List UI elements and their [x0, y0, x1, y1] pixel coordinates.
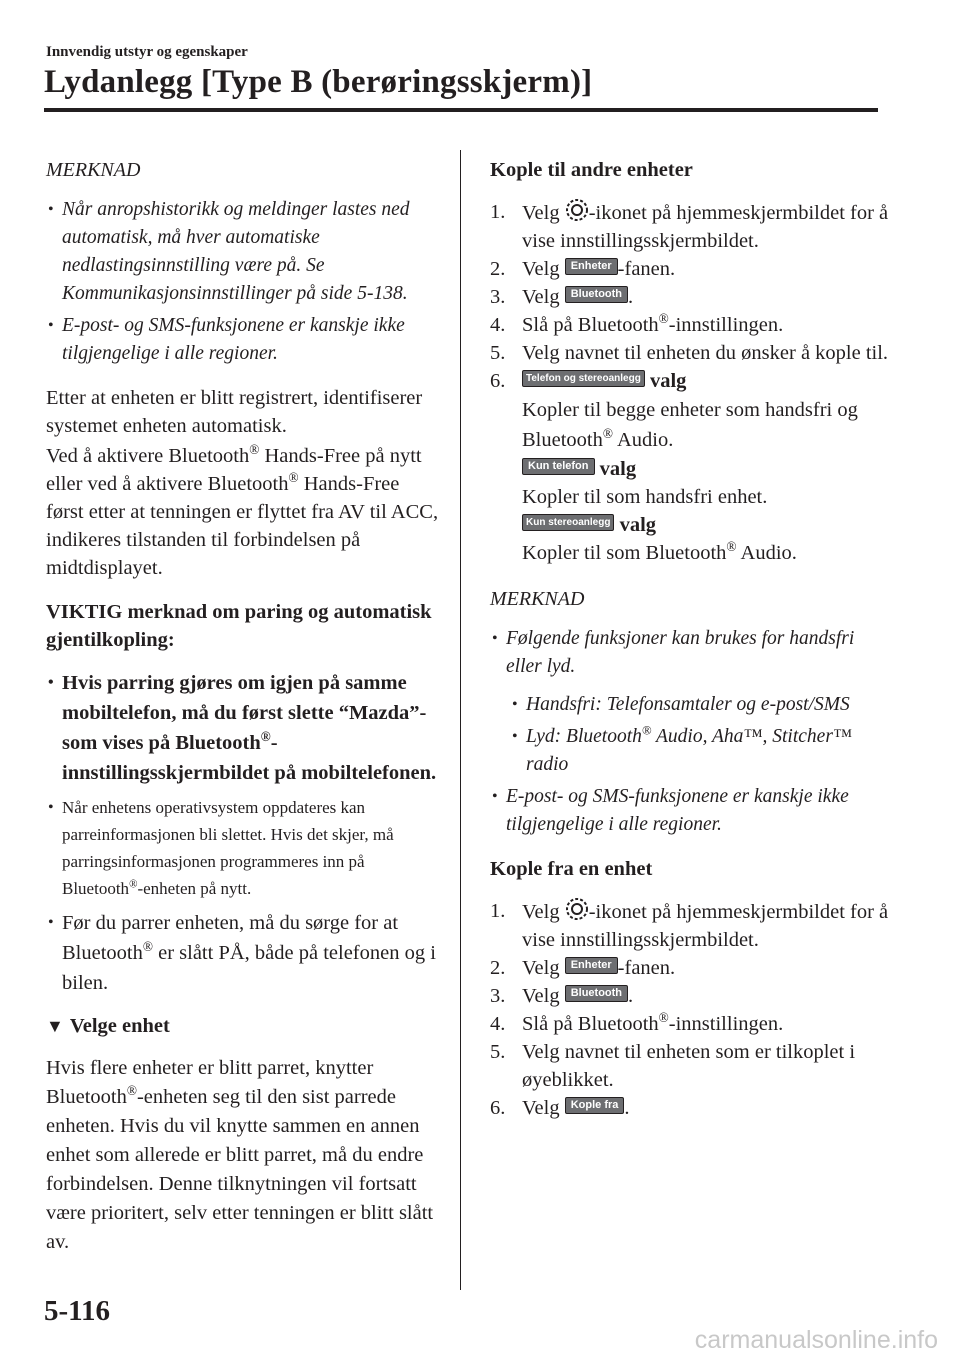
note-bullet	[46, 312, 441, 368]
step	[490, 1010, 890, 1038]
bullet-icon: •	[48, 317, 54, 334]
step	[490, 982, 890, 1010]
option-desc: Kopler til som handsfri enhet.	[522, 486, 768, 508]
note-text: Handsfri: Telefonsamtaler og e-post/SMS	[526, 694, 850, 715]
step	[490, 283, 890, 311]
connect-heading: Kople til andre enheter	[490, 159, 693, 181]
registered-mark: ®	[726, 539, 737, 555]
valg-label: valg	[649, 370, 687, 392]
registered-mark: ®	[658, 311, 669, 327]
step	[490, 367, 890, 567]
registered-mark: ®	[142, 939, 153, 955]
bullet-icon: •	[48, 674, 54, 691]
step-number: 6.	[490, 370, 506, 392]
devices-tab-key: Enheter	[565, 258, 618, 275]
registered-mark: ®	[641, 723, 652, 738]
registered-mark: ®	[288, 470, 299, 486]
step	[490, 1038, 890, 1094]
text-run: Kopler til som Bluetooth	[522, 542, 727, 564]
step-number: 6.	[490, 1097, 506, 1119]
bullet-icon: •	[48, 799, 54, 816]
disconnect-key: Kople fra	[565, 1097, 625, 1114]
disconnect-heading: Kople fra en enhet	[490, 858, 653, 880]
text-run: .	[628, 286, 634, 308]
bullet-icon: •	[48, 201, 54, 218]
option-desc	[522, 395, 890, 455]
text-run: -fanen.	[617, 957, 676, 979]
text-run: -fanen.	[617, 258, 676, 280]
registered-mark: ®	[658, 1010, 669, 1026]
step	[490, 897, 890, 954]
step-number: 1.	[490, 201, 506, 223]
step	[490, 255, 890, 283]
gear-icon	[565, 198, 589, 222]
registered-mark: ®	[129, 878, 138, 891]
important-heading: VIKTIG merknad om paring og automatisk gjentilkopling:	[46, 601, 432, 651]
note-text: E-post- og SMS-funksjonene er kanskje ikke tilgjengelige i alle regioner.	[506, 786, 849, 835]
text-run: -ikonet på hjemmeskjermbildet for å vise innstillingsskjermbildet.	[522, 901, 889, 951]
text-run: Hands-Free først etter at tenningen er flyttet fra AV til ACC, indikeres tilstanden til forbindelsen på midtdisplayet.	[46, 473, 439, 579]
valg-label: valg	[619, 514, 657, 536]
bluetooth-key: Bluetooth	[565, 286, 628, 303]
step-number: 3.	[490, 286, 506, 308]
note-sub-bullet	[510, 723, 890, 779]
text-run: -innstillingen.	[668, 1013, 784, 1035]
text-run: Hvis flere enheter er blitt parret, knytter Bluetooth	[46, 1057, 374, 1108]
stereo-only-key: Kun stereoanlegg	[522, 514, 614, 531]
connect-steps	[490, 198, 890, 567]
step-number: 4.	[490, 1013, 506, 1035]
watermark: carmanualsonline.info	[694, 1326, 938, 1354]
step-number: 1.	[490, 900, 506, 922]
text-run: Velg navnet til enheten som er tilkoplet i øyeblikket.	[522, 1041, 856, 1091]
step	[490, 198, 890, 255]
text-run: Når enhetens operativsystem oppdateres kan parreinformasjonen bli slettet. Hvis det skjer, må parringsinformasjonen programmeres inn på Bluetooth	[62, 798, 394, 898]
bullet-icon: •	[492, 788, 498, 805]
text-run: Lyd: Bluetooth	[526, 726, 642, 747]
phone-and-stereo-key: Telefon og stereoanlegg	[522, 370, 645, 387]
note-text: Følgende funksjoner kan brukes for handsfri eller lyd.	[506, 628, 855, 677]
text-run: -ikonet på hjemmeskjermbildet for å vise innstillingsskjermbildet.	[522, 202, 889, 252]
step	[490, 311, 890, 339]
text-run: Velg	[522, 258, 565, 280]
select-device-heading	[46, 1012, 441, 1040]
text-run: -enheten på nytt.	[137, 879, 252, 898]
note-bullet	[490, 783, 890, 839]
important-bullet	[46, 794, 441, 902]
step-number: 5.	[490, 1041, 506, 1063]
step-number: 5.	[490, 342, 506, 364]
text-run: Velg	[522, 286, 565, 308]
text-run: Audio.	[612, 429, 674, 451]
column-divider	[460, 150, 461, 1290]
text-run: Velg	[522, 202, 565, 224]
heading-text: Velge enhet	[69, 1015, 170, 1037]
section-label: Innvendig utstyr og egenskaper	[46, 44, 248, 60]
important-bullet	[46, 668, 441, 788]
text-run: Slå på Bluetooth	[522, 1013, 659, 1035]
important-bullet	[46, 908, 441, 998]
text-run: Velg	[522, 901, 565, 923]
note-label: MERKNAD	[490, 588, 585, 610]
page-number: 5-116	[44, 1295, 111, 1327]
bluetooth-key: Bluetooth	[565, 985, 628, 1002]
devices-tab-key: Enheter	[565, 957, 618, 974]
text-run: -enheten seg til den sist parrede enheten. Hvis du vil knytte sammen en annen enhet som allerede er blitt parret, må du endre forbindelsen. Denne tilknytningen vil fortsatt være prioritert, selv etter tenningen er blitt slått av.	[46, 1086, 434, 1253]
text-run: Audio, Aha™, Stitcher™ radio	[526, 726, 853, 775]
note-bullet	[490, 625, 890, 681]
paragraph	[46, 442, 441, 582]
registered-mark: ®	[260, 729, 271, 745]
text-run: Velg	[522, 1097, 565, 1119]
text-run: Velg navnet til enheten du ønsker å kople til.	[522, 342, 889, 364]
valg-label: valg	[599, 458, 637, 480]
bullet-icon: •	[512, 728, 518, 745]
step-number: 4.	[490, 314, 506, 336]
bullet-icon: •	[492, 630, 498, 647]
text-run: Audio.	[736, 542, 797, 564]
gear-icon	[565, 897, 589, 921]
right-column	[490, 156, 890, 1122]
text-run: Velg	[522, 985, 565, 1007]
option-desc	[522, 539, 797, 564]
paragraph: Etter at enheten er blitt registrert, identifiserer systemet enheten automatisk.	[46, 387, 423, 437]
text-run: Hvis parring gjøres om igjen på samme mobiltelefon, må du først slette “Mazda”-som vises på Bluetooth	[62, 672, 427, 754]
phone-only-key: Kun telefon	[522, 458, 595, 475]
triangle-icon: ▼	[46, 1016, 64, 1036]
bullet-icon: •	[48, 914, 54, 931]
text-run: .	[628, 985, 634, 1007]
note-sub-bullet	[510, 691, 890, 719]
text-run: er slått PÅ, både på telefonen og i bilen.	[62, 942, 436, 994]
step	[490, 1094, 890, 1122]
note-text: E-post- og SMS-funksjonene er kanskje ikke tilgjengelige i alle regioner.	[62, 315, 405, 364]
step-number: 2.	[490, 258, 506, 280]
text-run: .	[624, 1097, 630, 1119]
text-run: Ved å aktivere Bluetooth	[46, 445, 250, 467]
registered-mark: ®	[126, 1083, 137, 1099]
note-bullet	[46, 196, 441, 308]
step	[490, 339, 890, 367]
step-number: 3.	[490, 985, 506, 1007]
text-run: Kopler til begge enheter som handsfri og Bluetooth	[522, 399, 858, 451]
registered-mark: ®	[249, 442, 260, 458]
text-run: -innstillingsskjermbildet på mobiltelefonen.	[62, 732, 437, 784]
text-run: -innstillingen.	[668, 314, 784, 336]
disconnect-steps	[490, 897, 890, 1122]
page-title: Lydanlegg [Type B (berøringsskjerm)]	[44, 64, 593, 100]
text-run: Velg	[522, 957, 565, 979]
step	[490, 954, 890, 982]
left-column	[46, 156, 441, 1257]
text-run: Før du parrer enheten, må du sørge for at Bluetooth	[62, 912, 399, 964]
note-label: MERKNAD	[46, 159, 141, 181]
text-run: Slå på Bluetooth	[522, 314, 659, 336]
step-number: 2.	[490, 957, 506, 979]
bullet-icon: •	[512, 696, 518, 713]
title-rule	[44, 108, 878, 112]
note-text: Når anropshistorikk og meldinger lastes ned automatisk, må hver automatiske nedlastingsinnstilling være på. Se Kommunikasjonsinnstillinger på side 5-138.	[62, 199, 410, 304]
text-run: Hands-Free på nytt eller ved å aktivere Bluetooth	[46, 445, 422, 495]
registered-mark: ®	[602, 426, 613, 442]
paragraph	[46, 1054, 441, 1257]
